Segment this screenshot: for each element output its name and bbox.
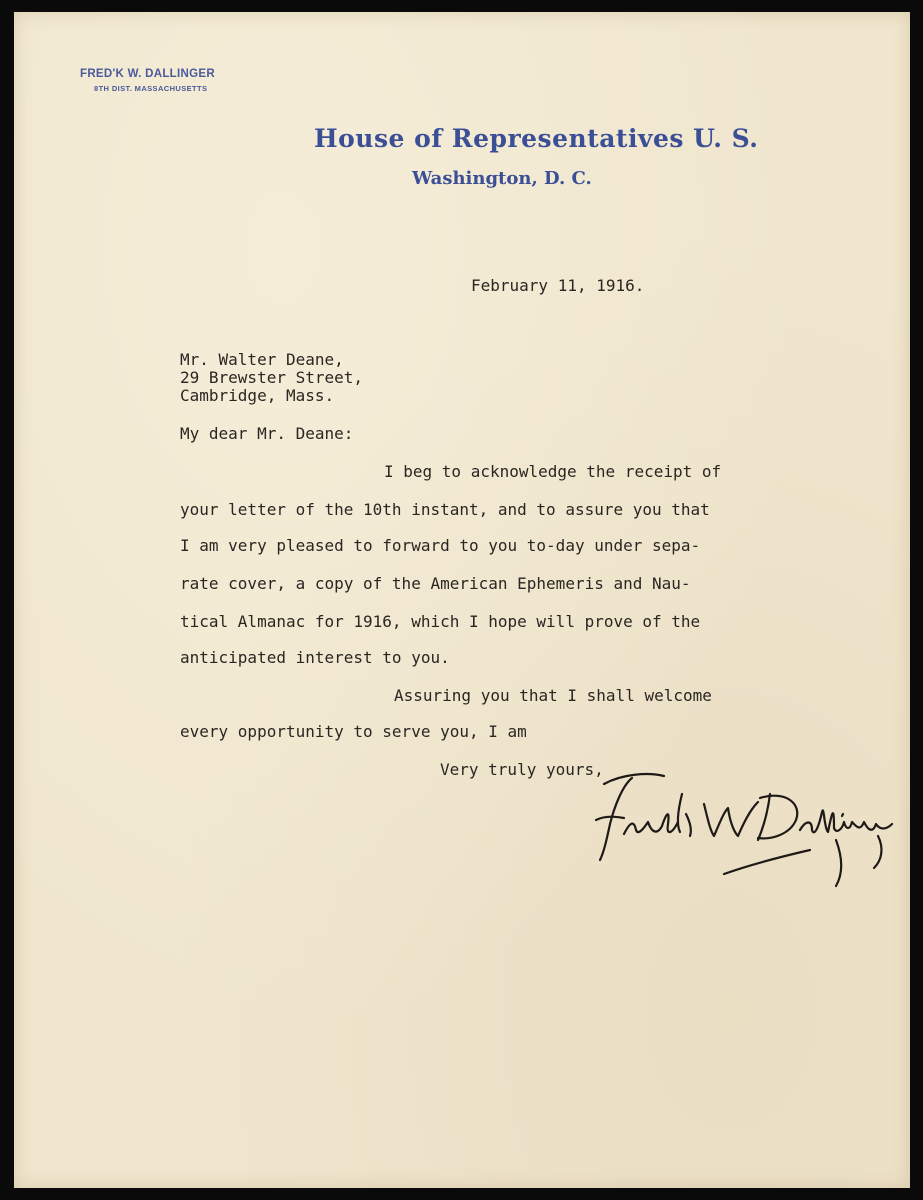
closing-paragraph-line: Assuring you that I shall welcome <box>394 686 712 705</box>
recipient-address-line: Mr. Walter Deane, <box>180 350 344 369</box>
letterhead-city: Washington, D. C. <box>412 168 592 189</box>
body-line: anticipated interest to you. <box>180 648 450 667</box>
body-line: I beg to acknowledge the receipt of <box>384 462 722 481</box>
recipient-address-line: 29 Brewster Street, <box>180 368 364 387</box>
body-line: I am very pleased to forward to you to-day under sepa- <box>180 536 701 555</box>
letter-page <box>14 12 910 1188</box>
body-line: your letter of the 10th instant, and to assure you that <box>180 500 710 519</box>
body-line: tical Almanac for 1916, which I hope will prove of the <box>180 612 701 631</box>
salutation: My dear Mr. Deane: <box>180 424 354 443</box>
recipient-address-line: Cambridge, Mass. <box>180 386 335 405</box>
complimentary-close: Very truly yours, <box>440 760 604 779</box>
letterhead-office-title: House of Representatives U. S. <box>314 124 759 153</box>
closing-paragraph-line: every opportunity to serve you, I am <box>180 722 527 741</box>
letterhead-representative-name: FRED'K W. DALLINGER <box>80 68 215 80</box>
letter-date: February 11, 1916. <box>471 276 645 295</box>
handwritten-signature <box>574 764 914 904</box>
letterhead-district: 8TH DIST. MASSACHUSETTS <box>94 84 208 93</box>
body-line: rate cover, a copy of the American Ephemeris and Nau- <box>180 574 691 593</box>
